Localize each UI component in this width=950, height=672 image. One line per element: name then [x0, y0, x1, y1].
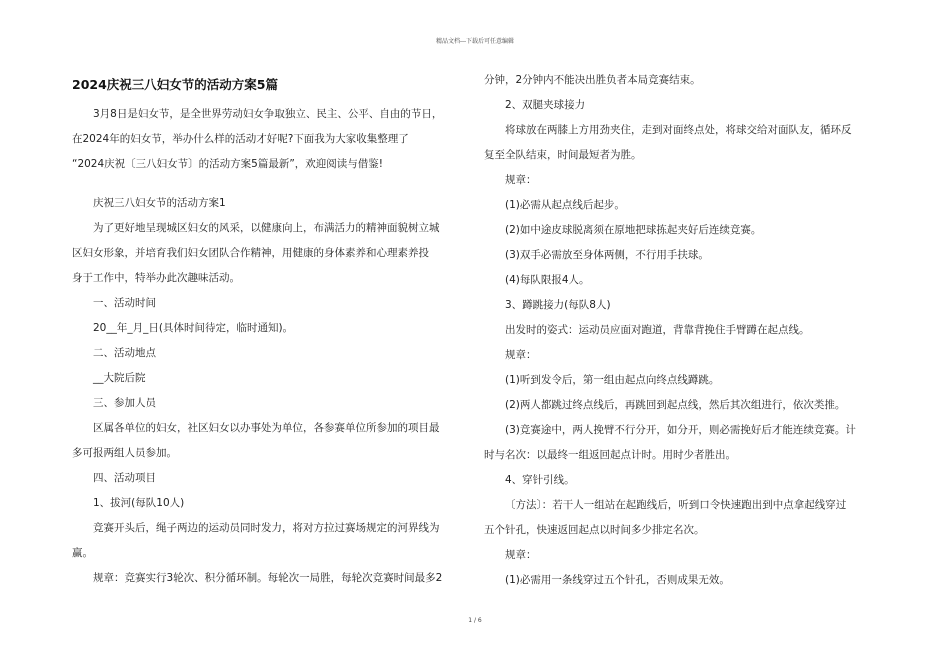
rule-line: (2)两人都跳过终点线后，再跳回到起点线，然后其次组进行，依次类推。: [505, 399, 846, 411]
rules-label: 规章：: [505, 549, 537, 561]
intro-line: 3月8日是妇女节，是全世界劳动妇女争取独立、民主、公平、自由的节日，: [93, 108, 443, 120]
item-ball-relay-title: 2、双腿夹球接力: [505, 99, 586, 111]
purpose-line: 区妇女形象，并培育我们妇女团队合作精神，用健康的身体素养和心理素养投: [72, 247, 429, 259]
section-items-title: 四、活动项目: [93, 472, 156, 484]
purpose-line: 为了更好地呈现城区妇女的风采，以健康向上，布满活力的精神面貌树立城: [93, 222, 440, 234]
rule-line: (1)必需从起点线后起步。: [505, 199, 625, 211]
rule-line: (2)如中途皮球脱离须在原地把球拣起夹好后连续竞赛。: [505, 224, 762, 236]
threading-line: 五个针孔，快速返回起点以时间多少排定名次。: [484, 524, 705, 536]
rule-line: 时与名次：以最终一组返回起点计时。用时少者胜出。: [484, 449, 736, 461]
rules-label: 规章：: [505, 349, 537, 361]
tug-of-war-line: 赢。: [72, 547, 93, 559]
purpose-line: 身于工作中，特举办此次趣味活动。: [72, 272, 240, 284]
rules-label: 规章：: [505, 174, 537, 186]
ball-relay-line: 复至全队结束，时间最短者为胜。: [484, 149, 642, 161]
rule-line: (1)必需用一条线穿过五个针孔，否则成果无效。: [505, 574, 730, 586]
rule-line: (3)双手必需放至身体两侧，不行用手扶球。: [505, 249, 709, 261]
item-tug-of-war-title: 1、拔河(每队10人): [93, 497, 185, 509]
section-time-text: 20__年_月_日(具体时间待定，临时通知)。: [93, 322, 294, 334]
rule-line: (4)每队限报4人。: [505, 274, 590, 286]
rule-line: (3)竞赛途中，两人挽臂不行分开，如分开，则必需挽好后才能连续竞赛。计: [505, 424, 856, 436]
threading-line: 〔方法〕：若干人一组站在起跑线后，听到口令快速跑出到中点拿起线穿过: [505, 499, 847, 511]
spacer: [72, 177, 460, 191]
page-number: 1 / 6: [468, 617, 482, 624]
participants-line: 区属各单位的妇女，社区妇女以办事处为单位，各参赛单位所参加的项目最: [93, 422, 440, 434]
tug-of-war-line: 竞赛开头后，绳子两边的运动员同时发力，将对方拉过赛场规定的河界线为: [93, 522, 440, 534]
right-column: [484, 76, 876, 593]
rule-line: (1)听到发令后，第一组由起点向终点线蹲跳。: [505, 374, 720, 386]
intro-line: “2024庆祝〔三八妇女节〕的活动方案5篇最新”，欢迎阅读与借鉴!: [72, 158, 383, 170]
item-squat-jump-title: 3、蹲跳接力(每队8人): [505, 299, 611, 311]
section-participants-title: 三、参加人员: [93, 397, 156, 409]
document-title: 2024庆祝三八妇女节的活动方案5篇: [72, 77, 278, 92]
page-header: 精品文档---下载后可任意编辑: [435, 38, 515, 45]
participants-line: 多可报两组人员参加。: [72, 447, 177, 459]
section-place-title: 二、活动地点: [93, 347, 156, 359]
continued-line: 分钟，2分钟内不能决出胜负者本局竞赛结束。: [484, 74, 701, 86]
tug-of-war-rule: 规章：竞赛实行3轮次、积分循环制。每轮次一局胜，每轮次竞赛时间最多2: [93, 572, 443, 584]
ball-relay-line: 将球放在两膝上方用劲夹住，走到对面终点处，将球交给对面队友，循环反: [505, 124, 852, 136]
item-threading-title: 4、穿针引线。: [505, 474, 575, 486]
section-time-title: 一、活动时间: [93, 297, 156, 309]
plan-title: 庆祝三八妇女节的活动方案1: [93, 197, 226, 209]
squat-jump-text: 出发时的姿式：运动员应面对跑道，背靠背挽住手臂蹲在起点线。: [505, 324, 810, 336]
intro-line: 在2024年的妇女节，举办什么样的活动才好呢?下面我为大家收集整理了: [72, 133, 409, 145]
left-column: [72, 76, 460, 591]
section-place-text: __大院后院: [93, 372, 146, 384]
